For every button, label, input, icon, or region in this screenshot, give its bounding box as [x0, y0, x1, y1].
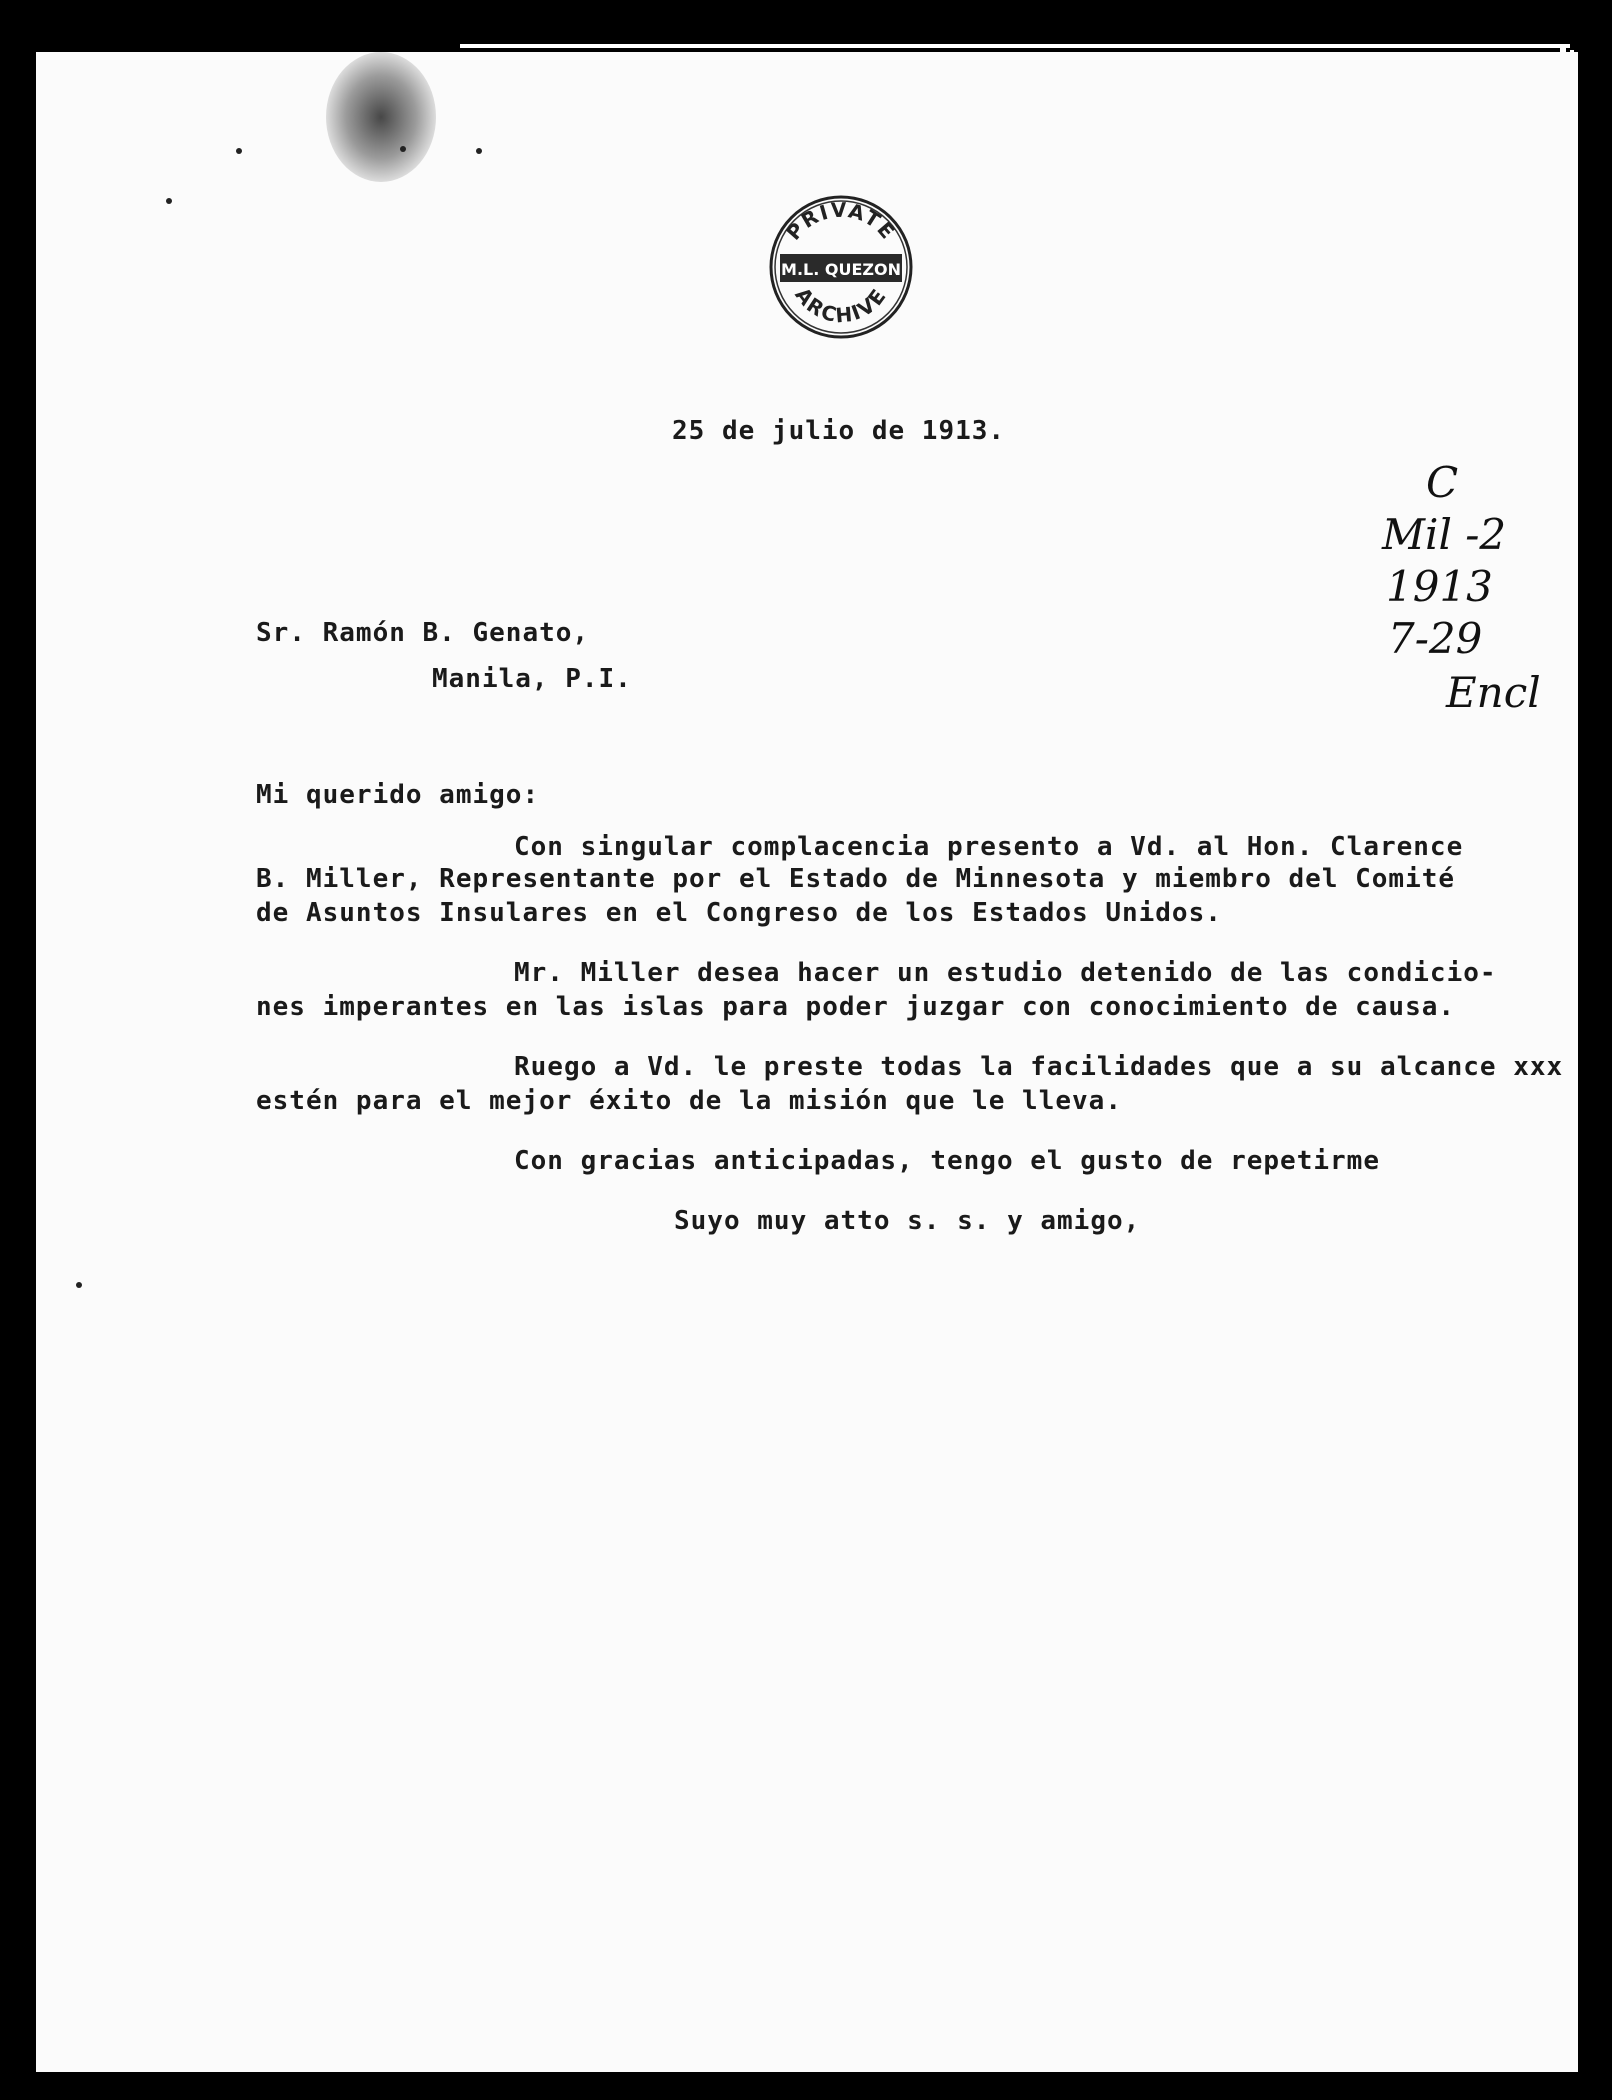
salutation: Mi querido amigo:: [256, 780, 540, 810]
speck: [236, 148, 242, 154]
paragraph-line: estén para el mejor éxito de la misión que le lleva.: [256, 1086, 1122, 1116]
closing-line: Con gracias anticipadas, tengo el gusto de repetirme: [514, 1146, 1380, 1176]
speck: [76, 1282, 82, 1288]
paragraph-line: B. Miller, Representante por el Estado de Minnesota y miembro del Comité: [256, 864, 1456, 894]
speck: [476, 148, 482, 154]
paragraph-line: Mr. Miller desea hacer un estudio detenido de las condicio-: [514, 958, 1497, 988]
paragraph-line: Con singular complacencia presento a Vd. al Hon. Clarence: [514, 832, 1464, 862]
signoff-line: Suyo muy atto s. s. y amigo,: [674, 1206, 1141, 1236]
paragraph-line: Ruego a Vd. le preste todas la facilidades que a su alcance xxx: [514, 1052, 1564, 1082]
svg-text:ARCHIVE: [790, 283, 891, 328]
stamp-top-text: PRIVATE: [781, 197, 901, 245]
letter-date: 25 de julio de 1913.: [672, 416, 1006, 446]
speck: [166, 198, 172, 204]
recipient-name: Sr. Ramón B. Genato,: [256, 618, 590, 648]
svg-text:PRIVATE: [781, 198, 900, 245]
archive-stamp: [766, 192, 916, 342]
stamp-middle-text: M.L. QUEZON: [781, 260, 901, 279]
page-edge: [460, 44, 1570, 48]
paragraph-line: nes imperantes en las islas para poder juzgar con conocimiento de causa.: [256, 992, 1456, 1022]
recipient-location: Manila, P.I.: [432, 664, 632, 694]
handwritten-annotation-line: Encl: [1446, 668, 1541, 717]
paragraph-line: de Asuntos Insulares en el Congreso de los Estados Unidos.: [256, 898, 1222, 928]
handwritten-annotation-line: 1913: [1386, 562, 1493, 611]
handwritten-annotation-line: Mil -2: [1382, 510, 1507, 559]
speck: [400, 146, 406, 152]
letter-page: [36, 52, 1578, 2072]
handwritten-annotation-line: C: [1426, 458, 1459, 507]
stamp-bottom-text: ARCHIVE: [790, 282, 892, 328]
handwritten-annotation-line: 7-29: [1388, 614, 1483, 663]
ink-smudge: [326, 52, 436, 182]
